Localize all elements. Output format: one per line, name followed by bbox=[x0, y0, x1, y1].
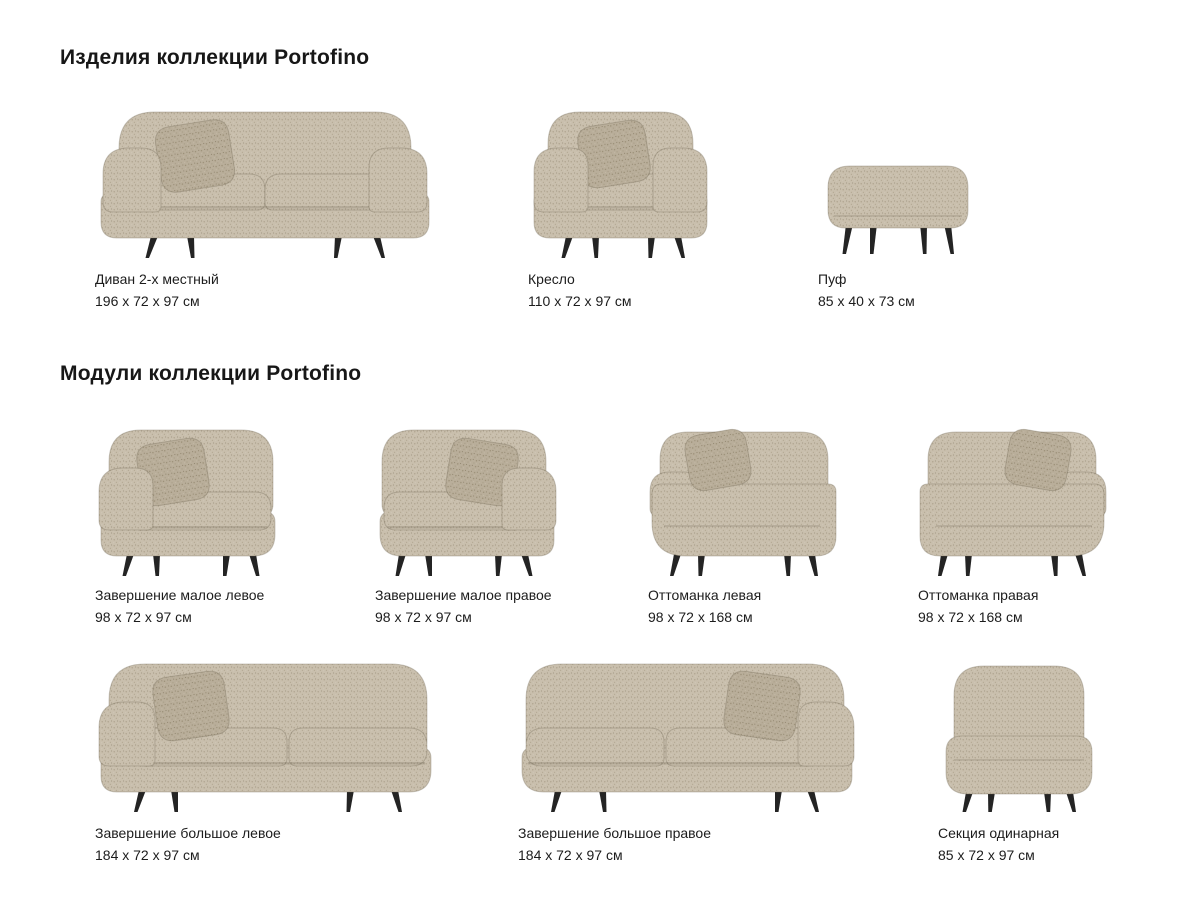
module-card-section-single bbox=[938, 654, 1100, 866]
module-card-end-small-right bbox=[375, 424, 560, 628]
armchair-icon bbox=[528, 100, 713, 258]
pouf-icon bbox=[818, 100, 978, 258]
product-name: Секция одинарная bbox=[938, 825, 1060, 841]
end-small-left-icon bbox=[95, 424, 280, 576]
product-name: Завершение большое правое bbox=[518, 825, 711, 841]
product-card-pouf bbox=[818, 100, 978, 312]
product-dimensions: 85 x 72 x 97 см bbox=[938, 847, 1035, 863]
section-title-products: Изделия коллекции Portofino bbox=[60, 46, 370, 69]
product-name: Завершение большое левое bbox=[95, 825, 281, 841]
product-name: Оттоманка левая bbox=[648, 587, 762, 603]
end-small-right-icon bbox=[375, 424, 560, 576]
ottoman-right-icon bbox=[918, 424, 1108, 576]
module-card-end-large-right bbox=[518, 654, 858, 866]
product-dimensions: 98 x 72 x 168 см bbox=[648, 609, 753, 625]
product-name: Завершение малое левое bbox=[95, 587, 265, 603]
product-dimensions: 98 x 72 x 97 см bbox=[375, 609, 472, 625]
product-name: Пуф bbox=[818, 271, 847, 287]
product-dimensions: 196 x 72 x 97 см bbox=[95, 293, 200, 309]
product-dimensions: 110 x 72 x 97 см bbox=[528, 293, 632, 309]
product-dimensions: 98 x 72 x 168 см bbox=[918, 609, 1023, 625]
product-card-armchair bbox=[528, 100, 713, 312]
end-large-right-icon bbox=[518, 654, 858, 812]
section-single-icon bbox=[938, 654, 1100, 812]
sofa-2-seat-icon bbox=[95, 100, 435, 258]
product-name: Диван 2-х местный bbox=[95, 271, 219, 287]
module-card-end-small-left bbox=[95, 424, 280, 628]
product-name: Завершение малое правое bbox=[375, 587, 552, 603]
module-card-ottoman-left bbox=[648, 424, 838, 628]
section-title-modules: Модули коллекции Portofino bbox=[60, 362, 362, 385]
ottoman-left-icon bbox=[648, 424, 838, 576]
end-large-left-icon bbox=[95, 654, 435, 812]
product-dimensions: 98 x 72 x 97 см bbox=[95, 609, 192, 625]
product-dimensions: 184 x 72 x 97 см bbox=[518, 847, 623, 863]
product-card-sofa bbox=[95, 100, 435, 312]
module-card-end-large-left bbox=[95, 654, 435, 866]
product-name: Кресло bbox=[528, 271, 575, 287]
module-card-ottoman-right bbox=[918, 424, 1108, 628]
product-dimensions: 85 x 40 x 73 см bbox=[818, 293, 915, 309]
product-dimensions: 184 x 72 x 97 см bbox=[95, 847, 200, 863]
product-name: Оттоманка правая bbox=[918, 587, 1039, 603]
